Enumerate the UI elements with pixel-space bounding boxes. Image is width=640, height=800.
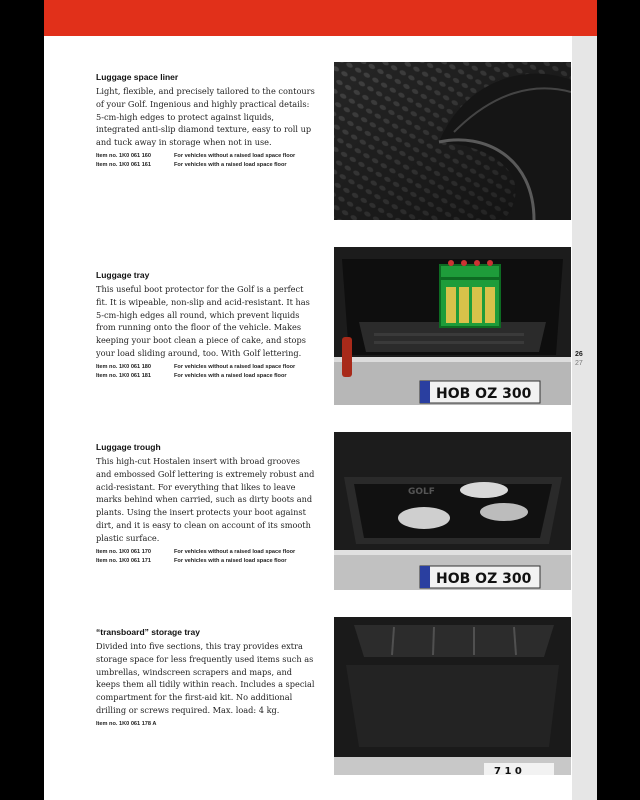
photo-transboard-storage-tray	[334, 617, 571, 775]
section-title: Luggage tray	[96, 270, 150, 280]
item-row	[96, 364, 326, 372]
item-number: Item no. 1K0 061 160	[96, 152, 152, 159]
item-number: Item no. 1K0 061 181	[96, 373, 152, 380]
item-number: Item no. 1K0 061 171	[96, 558, 152, 565]
license-plate-text: 7 1 0	[494, 766, 522, 775]
red-header-bar	[44, 0, 597, 36]
item-description: For vehicles with a raised load space floor	[174, 373, 287, 380]
section-luggage-tray	[96, 270, 316, 383]
item-number: Item no. 1K0 061 180	[96, 363, 152, 370]
item-description: For vehicles with a raised load space floor	[174, 558, 287, 565]
license-plate-text: HOB OZ 300	[436, 386, 532, 402]
item-row	[96, 373, 326, 381]
photo-luggage-trough	[334, 432, 571, 590]
section-title: Luggage trough	[96, 442, 161, 452]
crate-illustration	[440, 260, 500, 327]
section-body: Light, flexible, and precisely tailored to the contours of your Golf. Ingenious and highly practical details: 5-cm-high edges to protect against liquids, integrated anti-slip diamond texture, easy to roll up and tuck away in storage when not in use.	[96, 86, 315, 148]
section-luggage-trough	[96, 442, 316, 568]
section-body: Divided into five sections, this tray provides extra storage space for less frequently used items such as umbrellas, windscreen scrapers and maps, and keeps them all tidily within reach. Includes a special compartment for the first-aid kit. No additional drilling or screws required. Max. load: 4 kg.	[96, 641, 315, 715]
section-transboard-storage-tray	[96, 627, 316, 730]
section-body: This high-cut Hostalen insert with broad grooves and embossed Golf lettering is extremely robust and acid-resistant. For everything that likes to leave marks behind when carried, such as dirty boots and plants. Using the insert protects your boot against dirt, and it is easy to clean on account of its smooth plastic surface.	[96, 456, 315, 543]
next-page-number: 27	[575, 360, 583, 367]
item-number: Item no. 1K0 061 161	[96, 162, 152, 169]
item-description: For vehicles without a raised load space floor	[174, 548, 296, 555]
item-list	[96, 153, 326, 170]
photo-luggage-space-liner	[334, 62, 571, 220]
item-number: Item no. 1K0 061 170	[96, 548, 152, 555]
section-luggage-space-liner	[96, 72, 316, 172]
item-list	[96, 721, 326, 729]
section-title: “transboard” storage tray	[96, 627, 200, 637]
trough-lettering: GOLF	[408, 487, 435, 497]
section-title: Luggage space liner	[96, 72, 179, 82]
item-list	[96, 364, 326, 381]
item-row	[96, 721, 326, 729]
item-row	[96, 558, 326, 566]
section-body: This useful boot protector for the Golf is a perfect fit. It is wipeable, non-slip and acid-resistant. It has 5-cm-high edges all round, which prevent liquids from running onto the floor of the vehicle. Makes keeping your boot clean a piece of cake, and stops your load sliding around, too. With Golf lettering.	[96, 284, 310, 358]
side-strip	[572, 36, 597, 800]
item-description: For vehicles without a raised load space floor	[174, 363, 296, 370]
item-number: Item no. 1K0 061 178 A	[96, 720, 157, 727]
current-page-number: 26	[575, 351, 583, 358]
page-number	[575, 350, 583, 368]
item-description: For vehicles with a raised load space floor	[174, 162, 287, 169]
item-row	[96, 153, 326, 161]
photo-luggage-tray	[334, 247, 571, 405]
license-plate-text: HOB OZ 300	[436, 571, 532, 587]
brochure-page	[44, 0, 597, 800]
item-row	[96, 162, 326, 170]
item-row	[96, 549, 326, 557]
item-list	[96, 549, 326, 566]
item-description: For vehicles without a raised load space floor	[174, 152, 296, 159]
